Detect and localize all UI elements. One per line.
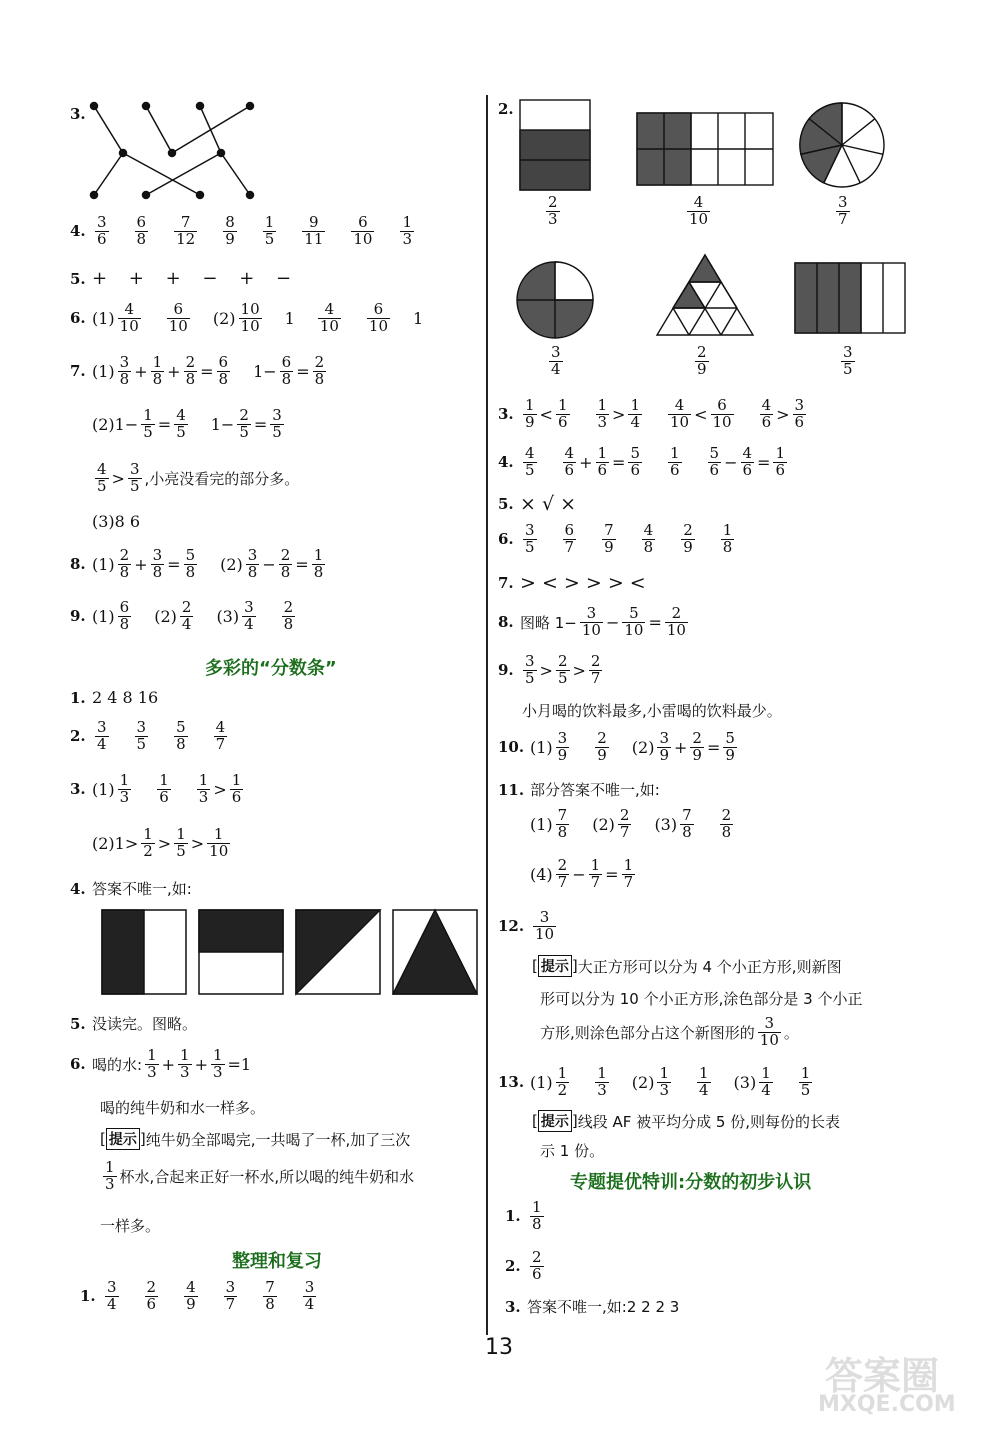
column-divider (486, 95, 488, 1335)
tip-text: 一样多。 (100, 1217, 161, 1235)
fraction: 4 10 (119, 300, 139, 335)
part-label: (2) (631, 737, 655, 757)
tip-text: 纯牛奶全部喝完,一共喝了一杯,加了三次 (145, 1130, 411, 1149)
r-question-6: 6. 3 5 6 7 7 9 4 8 2 9 1 8 (498, 521, 733, 556)
part-label: (1) (92, 361, 115, 381)
tip-text: 大正方形可以分为 4 个小正方形,则新图 (577, 957, 842, 976)
r-question-11-parts: (1) 7 8 (2) 2 7 (3) 7 8 2 8 (530, 806, 732, 841)
question-number: 7. (70, 362, 86, 381)
question-7-conclusion: 4 5 > 3 5 ,小亮没看完的部分多。 (97, 460, 300, 495)
answer-text: 小月喝的饮料最多,小雷喝的饮料最少。 (522, 702, 782, 720)
answer-text: 喝的纯牛奶和水一样多。 (100, 1099, 266, 1117)
answer-text: 部分答案不唯一,如: (530, 781, 660, 799)
s1-question-6: 6. 喝的水: 1 3 + 1 3 + $\frac{1}{3}$ =1 (70, 1046, 252, 1081)
fraction: 6 10 (368, 300, 388, 335)
tip-label: 提示 (106, 1128, 140, 1150)
answer-text: × √ × (520, 493, 577, 515)
r-question-13-tip: [ 提示 ] 线段 AF 被平均分成 5 份,则每份的长表 (532, 1112, 840, 1131)
part-label: (1) (92, 606, 115, 626)
question-number: 5. (70, 1014, 86, 1033)
watermark-logo: 答案圈 (825, 1354, 940, 1398)
question-number: 8. (70, 555, 86, 574)
question-7-part2: (2)1− $\frac{1}{5}$ = 4 5 1− 2 5 = 3 5 (92, 406, 282, 441)
s1-question-6-line2 (100, 1097, 265, 1118)
part-label: (2)1− (92, 414, 139, 434)
part-label: (2) (212, 308, 236, 328)
answer-text: 图略 1− (520, 613, 577, 632)
s1-question-6-tip-line3 (100, 1215, 160, 1236)
shaded-squares-figure (100, 908, 485, 996)
r-question-7 (498, 572, 646, 594)
question-number: 7. (498, 574, 514, 592)
question-number: 10. (498, 738, 525, 757)
part-label: (2) (631, 1072, 655, 1092)
question-number: 5. (70, 269, 86, 288)
tip-label: 提示 (538, 1110, 572, 1132)
part-label: (2)1> (92, 833, 139, 853)
question-number: 1. (505, 1207, 521, 1226)
question-number: 1. (70, 688, 86, 707)
question-number: 6. (70, 309, 86, 328)
answer-text: (3)8 6 (92, 512, 141, 531)
part-label: (1) (530, 814, 553, 834)
shape-label: 3 4 (551, 343, 561, 378)
shape-label: 3 7 (838, 193, 848, 228)
question-number: 3. (505, 1297, 521, 1316)
r-question-13-tip-line2 (540, 1140, 604, 1161)
tip-label: 提示 (538, 955, 572, 977)
s3-question-3 (505, 1296, 679, 1317)
r-question-11 (498, 779, 660, 800)
fraction: 8 9 (225, 213, 235, 248)
s1-question-3-part2: (2)1> 1 2 > 1 5 > 1 10 (92, 825, 229, 860)
question-number: 3. (498, 405, 514, 424)
answer-text: 1 (413, 308, 424, 328)
part-label: (3) (216, 606, 240, 626)
answer-text: 答案不唯一,如:2 2 2 3 (527, 1298, 680, 1316)
question-number: 3. (70, 105, 86, 123)
part-label: (1) (92, 308, 115, 328)
fraction: 1 5 (264, 213, 275, 248)
r-question-3: 3. 1 9 < 1 6 1 3 > 1 4 4 10 < 6 10 4 6 > 3 6 (498, 396, 805, 431)
section-title: 专题提优特训:分数的初步认识 (570, 1172, 812, 1193)
s1-question-1 (70, 688, 158, 707)
tip-text: 线段 AF 被平均分成 5 份,则每份的长表 (577, 1112, 840, 1131)
r-question-11-part4: (4) 2 7 − 1 7 = 1 7 (530, 856, 634, 891)
answer-text: ,小亮没看完的部分多。 (144, 469, 300, 488)
matching-diagram (88, 98, 268, 204)
question-number: 9. (498, 661, 514, 680)
answer-text: 答案不唯一,如: (92, 880, 192, 898)
question-5 (70, 268, 299, 289)
question-number: 5. (498, 495, 514, 513)
question-number: 6. (498, 530, 514, 549)
question-number: 2. (70, 727, 86, 746)
part-label: (4) (530, 864, 553, 884)
s1-question-6-tip: [ 提示 ] 纯牛奶全部喝完,一共喝了一杯,加了三次 (100, 1130, 411, 1149)
question-number: 6. (70, 1055, 86, 1074)
fraction: 9 11 (304, 213, 324, 248)
watermark-url: MXQE.COM (818, 1392, 956, 1417)
s1-question-6-tip-line2: 1 3 杯水,合起来正好一杯水,所以喝的纯牛奶和水 (105, 1158, 415, 1193)
r-question-12-tip: [ 提示 ] 大正方形可以分为 4 个小正方形,则新图 (532, 957, 842, 976)
question-number: 4. (70, 222, 86, 241)
question-8: 8. (1) 2 8 + 3 8 = 5 8 (2) 3 8 − 2 8 = 1 8 (70, 546, 324, 581)
fraction: 4 10 (319, 300, 339, 335)
fraction: 1 3 (402, 213, 413, 248)
question-number: 12. (498, 917, 525, 936)
question-number: 4. (498, 453, 514, 472)
question-9: 9. (1) 6 8 (2) 2 4 (3) 3 4 2 8 (70, 598, 294, 633)
part-label: (1) (92, 554, 115, 574)
tip-text: 杯水,合起来正好一杯水,所以喝的纯牛奶和水 (119, 1167, 415, 1186)
question-number: 8. (498, 613, 514, 632)
question-number: 1. (80, 1287, 96, 1306)
shape-label: 2 3 (548, 193, 558, 228)
r-question-9-line2 (522, 700, 782, 721)
part-label: (1) (92, 779, 115, 799)
section-title: 多彩的“分数条” (205, 658, 337, 679)
page-number: 13 (485, 1335, 513, 1360)
question-6 (70, 302, 423, 335)
r-question-8: 8. 图略 1− $\frac{3}{10}$ − 5 10 = 2 10 (498, 604, 686, 639)
fraction-shapes-figure (515, 95, 935, 345)
fraction: 10 10 (240, 300, 260, 335)
question-number: 4. (70, 879, 86, 898)
part-label: (3) (733, 1072, 757, 1092)
part-label: (2) (592, 814, 615, 834)
shape-label: 3 5 (843, 343, 853, 378)
r-question-9: 9. 3 5 > 2 5 > 2 7 (498, 652, 601, 687)
question-number: 13. (498, 1073, 525, 1092)
fraction: 6 8 (136, 213, 147, 248)
fraction: 6 10 (353, 213, 373, 248)
s3-question-2: 2. 2 6 (505, 1248, 542, 1283)
question-7-part1: 7. (1) 3 8 + 1 8 + 2 8 = 6 8 1− 6 8 = 2 8 (70, 353, 325, 388)
answer-text: 1 (284, 308, 295, 328)
tip-text: 方形,则涂色部分占这个新图形的 (540, 1023, 755, 1042)
part-label: (3) (654, 814, 678, 834)
part-label: (1) (530, 1072, 553, 1092)
shape-label: 4 10 (689, 193, 709, 228)
fraction: 3 6 (97, 213, 107, 248)
s3-question-1: 1. 1 8 (505, 1198, 542, 1233)
r-question-13: 13. (1) 1 2 1 3 (2) 1 3 1 4 (3) 1 4 1 5 (498, 1064, 811, 1099)
question-number: 9. (70, 607, 86, 626)
r-question-10: 10. (1) 3 9 2 9 (2) 3 9 + 2 9 = 5 9 (498, 729, 735, 764)
question-number: 2. (498, 100, 514, 118)
answer-text: 喝的水: (92, 1055, 143, 1074)
fraction: 7 12 (176, 213, 196, 248)
part-label: (2) (154, 606, 177, 626)
r-question-12-tip-line3: 方形,则涂色部分占这个新图形的 3 10 。 (540, 1014, 799, 1049)
question-number: 11. (498, 780, 525, 799)
question-number: 3. (70, 780, 86, 799)
question-7-part3 (92, 512, 140, 531)
tip-text: 形可以分为 10 个小正方形,涂色部分是 3 个小正 (540, 990, 863, 1008)
s1-question-3: 3. (1) 1 3 1 6 1 3 > 1 6 (70, 771, 242, 806)
s2-question-1: 1. 3 4 2 6 4 9 3 7 7 8 3 4 (80, 1278, 315, 1313)
shape-label: 2 9 (697, 343, 707, 378)
question-4 (70, 215, 417, 248)
s1-question-4 (70, 878, 192, 899)
section-title: 整理和复习 (232, 1251, 322, 1272)
answer-text: 没读完。图略。 (92, 1015, 198, 1033)
answer-text: 2 4 8 16 (92, 688, 159, 707)
part-label: (2) (220, 554, 243, 574)
r-question-5 (498, 493, 576, 515)
r-question-4: 4. 4 5 4 6 + 1 6 = 5 6 1 6 5 6 − 4 6 = 1 6 (498, 444, 785, 479)
s1-question-5 (70, 1013, 197, 1034)
part-label: (1) (530, 737, 553, 757)
r-question-12-tip-line2 (540, 988, 862, 1009)
s1-question-2: 2. 3 4 3 5 5 8 4 7 (70, 718, 226, 753)
r-question-12: 12. 3 10 (498, 908, 555, 943)
tip-text: 示 1 份。 (540, 1142, 605, 1160)
question-number: 2. (505, 1257, 521, 1276)
answer-text: > < > > > < (520, 572, 646, 594)
fraction: 6 10 (168, 300, 188, 335)
answer-text: + + + − + − (92, 268, 300, 289)
